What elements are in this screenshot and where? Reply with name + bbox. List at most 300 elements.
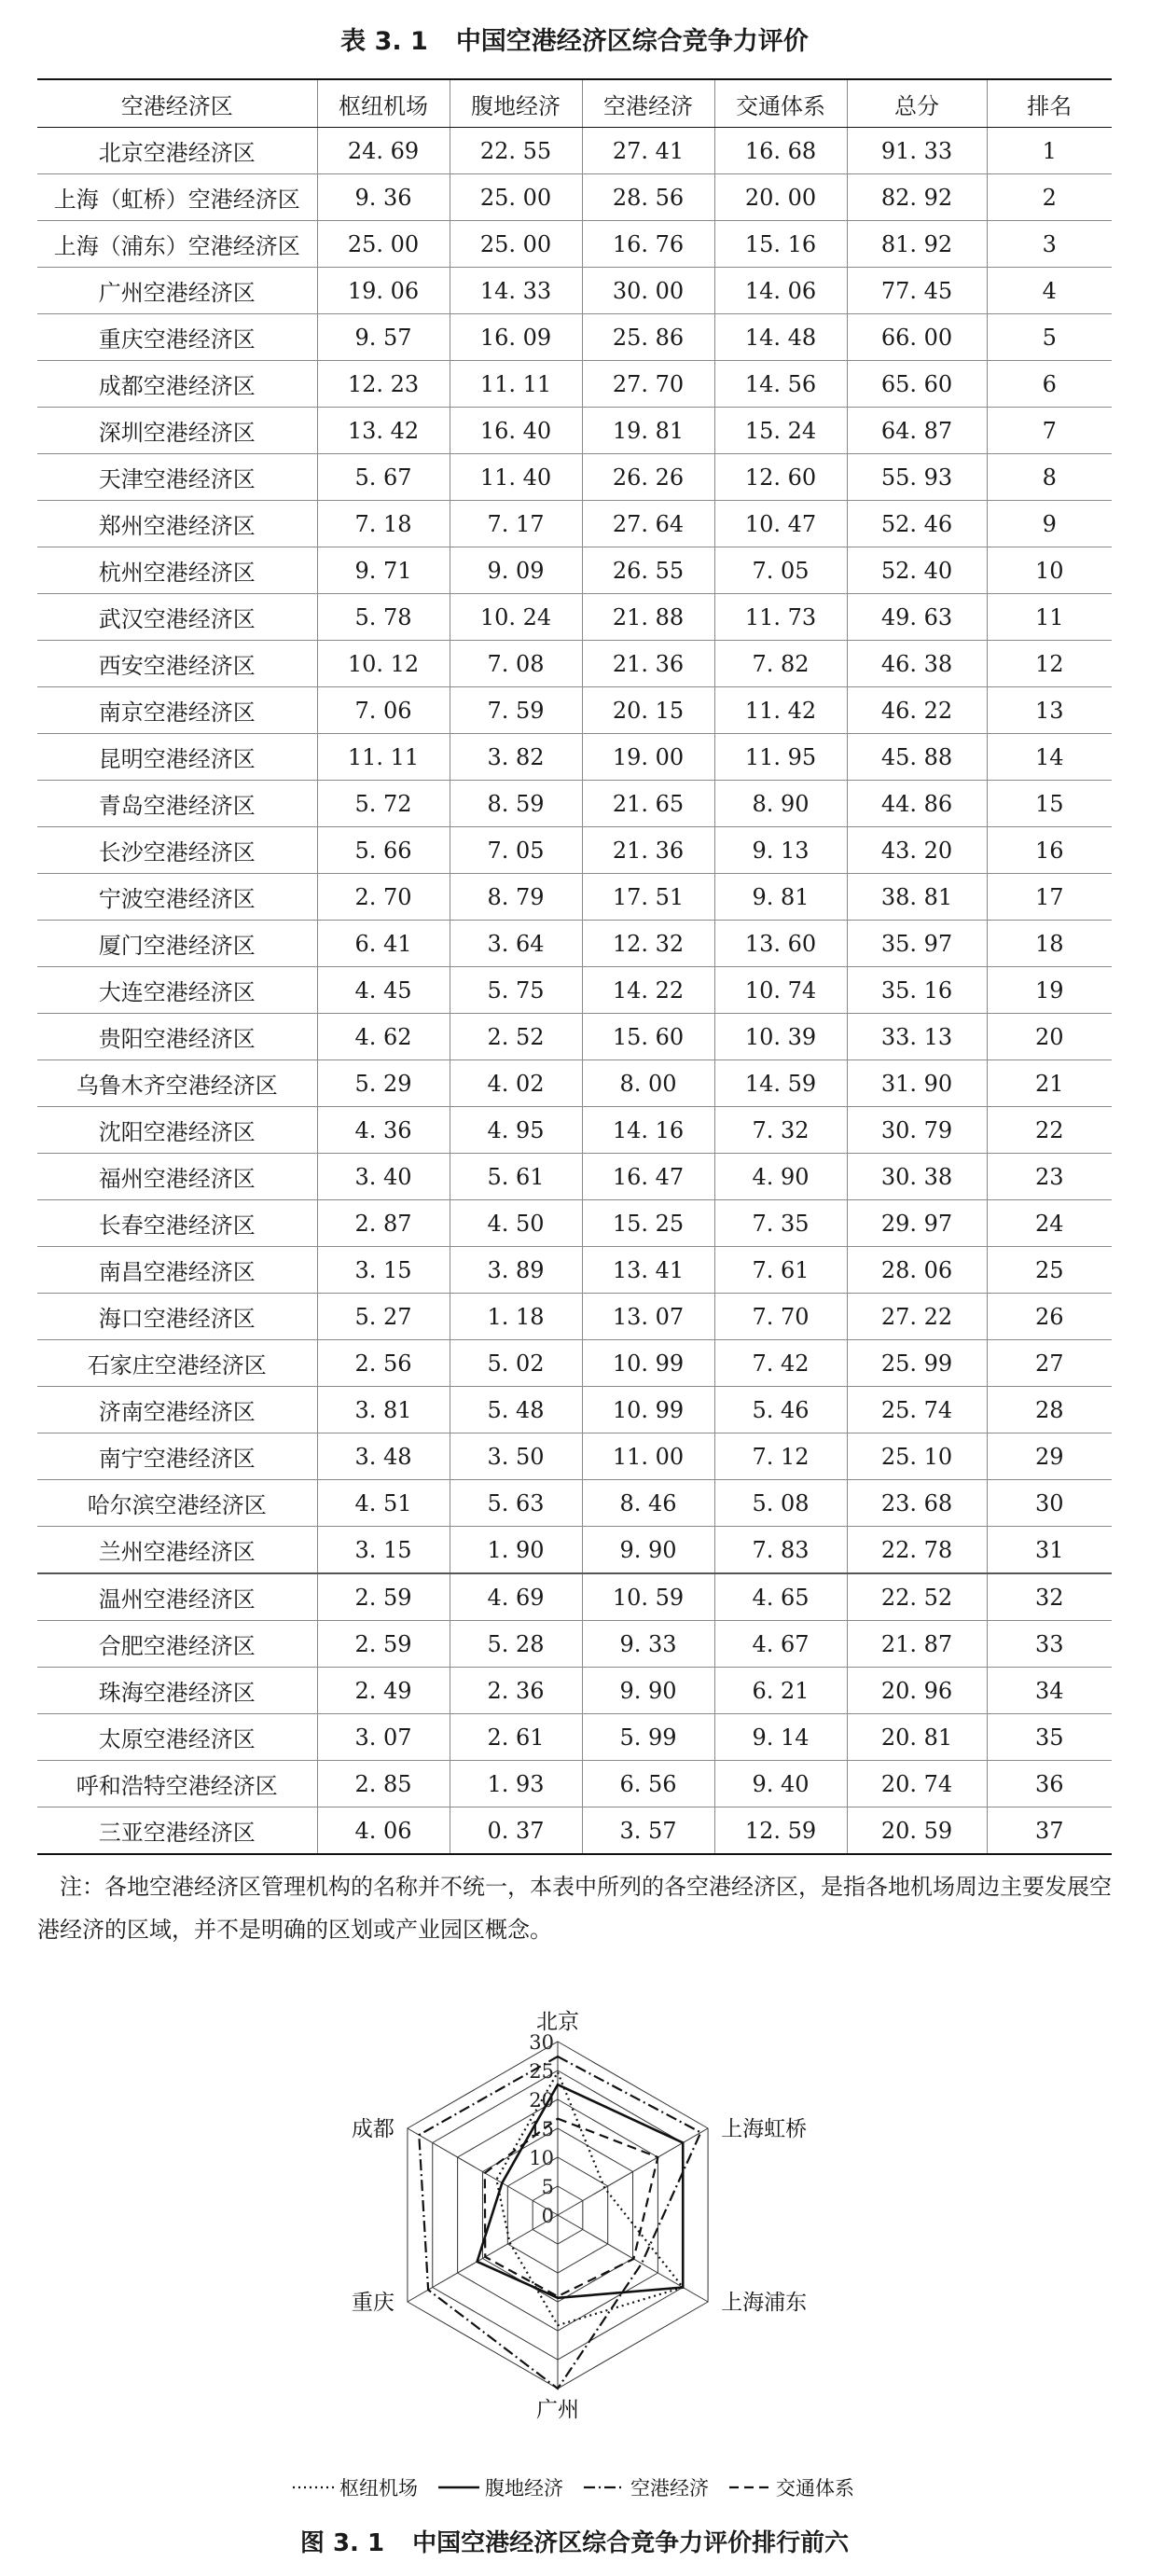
cell-rank: 37	[987, 1807, 1112, 1855]
axis-label: 上海浦东	[721, 2291, 808, 2315]
table-row	[37, 501, 1112, 547]
cell-hub-airport: 4. 45	[317, 967, 450, 1014]
cell-rank: 9	[987, 501, 1112, 547]
table-row	[37, 1714, 1112, 1761]
cell-zone: 兰州空港经济区	[37, 1527, 317, 1574]
legend-label: 空港经济	[630, 2477, 709, 2500]
cell-hinterland-economy: 22. 55	[450, 128, 582, 174]
cell-airport-economy: 14. 16	[582, 1107, 714, 1154]
cell-hinterland-economy: 9. 09	[450, 547, 582, 594]
cell-hinterland-economy: 5. 02	[450, 1340, 582, 1387]
cell-total-score: 29. 97	[847, 1200, 987, 1247]
cell-rank: 13	[987, 687, 1112, 734]
header-airport-economy: 空港经济	[582, 79, 714, 128]
cell-total-score: 64. 87	[847, 408, 987, 454]
cell-airport-economy: 10. 99	[582, 1387, 714, 1433]
cell-airport-economy: 16. 47	[582, 1154, 714, 1200]
header-hinterland-economy: 腹地经济	[450, 79, 582, 128]
cell-zone: 武汉空港经济区	[37, 594, 317, 641]
cell-airport-economy: 14. 22	[582, 967, 714, 1014]
cell-hub-airport: 7. 06	[317, 687, 450, 734]
cell-hinterland-economy: 25. 00	[450, 221, 582, 268]
cell-rank: 1	[987, 128, 1112, 174]
table-row	[37, 128, 1112, 174]
cell-hub-airport: 5. 27	[317, 1294, 450, 1340]
cell-rank: 5	[987, 314, 1112, 361]
table-row	[37, 221, 1112, 268]
cell-transport-system: 7. 12	[714, 1433, 847, 1480]
cell-total-score: 20. 59	[847, 1807, 987, 1855]
cell-zone: 南京空港经济区	[37, 687, 317, 734]
cell-total-score: 30. 38	[847, 1154, 987, 1200]
cell-airport-economy: 27. 41	[582, 128, 714, 174]
table-row	[37, 314, 1112, 361]
cell-hub-airport: 24. 69	[317, 128, 450, 174]
cell-hinterland-economy: 1. 18	[450, 1294, 582, 1340]
cell-rank: 10	[987, 547, 1112, 594]
cell-airport-economy: 11. 00	[582, 1433, 714, 1480]
cell-transport-system: 12. 59	[714, 1807, 847, 1855]
cell-hub-airport: 2. 56	[317, 1340, 450, 1387]
cell-rank: 8	[987, 454, 1112, 501]
cell-airport-economy: 5. 99	[582, 1714, 714, 1761]
cell-rank: 6	[987, 361, 1112, 408]
cell-transport-system: 10. 39	[714, 1014, 847, 1060]
cell-hub-airport: 5. 78	[317, 594, 450, 641]
cell-airport-economy: 26. 26	[582, 454, 714, 501]
cell-rank: 17	[987, 874, 1112, 921]
cell-rank: 2	[987, 174, 1112, 221]
cell-hinterland-economy: 7. 05	[450, 827, 582, 874]
cell-hinterland-economy: 3. 50	[450, 1433, 582, 1480]
cell-transport-system: 7. 05	[714, 547, 847, 594]
cell-rank: 16	[987, 827, 1112, 874]
header-hub-airport: 枢纽机场	[317, 79, 450, 128]
cell-total-score: 25. 10	[847, 1433, 987, 1480]
figure-caption-title: 中国空港经济区综合竞争力评价排行前六	[412, 2529, 850, 2557]
cell-hinterland-economy: 16. 09	[450, 314, 582, 361]
table-row	[37, 1573, 1112, 1621]
cell-total-score: 27. 22	[847, 1294, 987, 1340]
axis-label: 广州	[536, 2398, 579, 2422]
table-row	[37, 967, 1112, 1014]
cell-zone: 贵阳空港经济区	[37, 1014, 317, 1060]
cell-airport-economy: 6. 56	[582, 1761, 714, 1807]
cell-hub-airport: 6. 41	[317, 921, 450, 967]
legend-label: 枢纽机场	[339, 2477, 418, 2500]
cell-transport-system: 14. 48	[714, 314, 847, 361]
table-row	[37, 408, 1112, 454]
cell-airport-economy: 27. 64	[582, 501, 714, 547]
cell-rank: 18	[987, 921, 1112, 967]
cell-zone: 广州空港经济区	[37, 268, 317, 314]
cell-transport-system: 6. 21	[714, 1668, 847, 1714]
cell-transport-system: 9. 40	[714, 1761, 847, 1807]
cell-airport-economy: 9. 33	[582, 1621, 714, 1668]
cell-total-score: 22. 52	[847, 1573, 987, 1621]
cell-transport-system: 8. 90	[714, 781, 847, 827]
cell-total-score: 21. 87	[847, 1621, 987, 1668]
cell-total-score: 52. 46	[847, 501, 987, 547]
cell-hub-airport: 3. 07	[317, 1714, 450, 1761]
cell-hinterland-economy: 5. 63	[450, 1480, 582, 1527]
cell-hub-airport: 2. 59	[317, 1621, 450, 1668]
cell-airport-economy: 25. 86	[582, 314, 714, 361]
cell-hinterland-economy: 8. 79	[450, 874, 582, 921]
cell-hinterland-economy: 1. 90	[450, 1527, 582, 1574]
table-row	[37, 1294, 1112, 1340]
cell-hub-airport: 25. 00	[317, 221, 450, 268]
table-row	[37, 641, 1112, 687]
cell-total-score: 65. 60	[847, 361, 987, 408]
cell-hinterland-economy: 4. 50	[450, 1200, 582, 1247]
cell-zone: 海口空港经济区	[37, 1294, 317, 1340]
cell-total-score: 43. 20	[847, 827, 987, 874]
cell-zone: 天津空港经济区	[37, 454, 317, 501]
cell-rank: 12	[987, 641, 1112, 687]
cell-rank: 34	[987, 1668, 1112, 1714]
table-row	[37, 687, 1112, 734]
cell-zone: 南宁空港经济区	[37, 1433, 317, 1480]
cell-airport-economy: 8. 00	[582, 1060, 714, 1107]
cell-airport-economy: 3. 57	[582, 1807, 714, 1855]
cell-transport-system: 5. 08	[714, 1480, 847, 1527]
cell-airport-economy: 20. 15	[582, 687, 714, 734]
cell-airport-economy: 21. 36	[582, 827, 714, 874]
cell-transport-system: 10. 74	[714, 967, 847, 1014]
cell-zone: 太原空港经济区	[37, 1714, 317, 1761]
table-row	[37, 1154, 1112, 1200]
cell-hub-airport: 11. 11	[317, 734, 450, 781]
cell-zone: 郑州空港经济区	[37, 501, 317, 547]
cell-hinterland-economy: 3. 89	[450, 1247, 582, 1294]
cell-rank: 35	[987, 1714, 1112, 1761]
tick-label: 20	[529, 2089, 554, 2112]
cell-rank: 11	[987, 594, 1112, 641]
cell-total-score: 22. 78	[847, 1527, 987, 1574]
cell-total-score: 52. 40	[847, 547, 987, 594]
cell-total-score: 82. 92	[847, 174, 987, 221]
cell-rank: 24	[987, 1200, 1112, 1247]
cell-transport-system: 7. 61	[714, 1247, 847, 1294]
cell-transport-system: 7. 35	[714, 1200, 847, 1247]
table-row	[37, 1807, 1112, 1855]
cell-transport-system: 4. 65	[714, 1573, 847, 1621]
cell-hinterland-economy: 3. 64	[450, 921, 582, 967]
cell-hub-airport: 13. 42	[317, 408, 450, 454]
cell-airport-economy: 28. 56	[582, 174, 714, 221]
axis-label: 重庆	[351, 2291, 395, 2315]
table-row	[37, 1668, 1112, 1714]
cell-hinterland-economy: 11. 11	[450, 361, 582, 408]
cell-total-score: 38. 81	[847, 874, 987, 921]
header-transport-system: 交通体系	[714, 79, 847, 128]
cell-transport-system: 15. 16	[714, 221, 847, 268]
cell-total-score: 30. 79	[847, 1107, 987, 1154]
cell-total-score: 77. 45	[847, 268, 987, 314]
legend-label: 交通体系	[776, 2477, 854, 2500]
table-header-row	[37, 79, 1112, 128]
cell-hinterland-economy: 7. 59	[450, 687, 582, 734]
series-line	[496, 2072, 683, 2325]
cell-transport-system: 7. 70	[714, 1294, 847, 1340]
cell-airport-economy: 15. 60	[582, 1014, 714, 1060]
cell-rank: 23	[987, 1154, 1112, 1200]
cell-zone: 长沙空港经济区	[37, 827, 317, 874]
cell-transport-system: 9. 13	[714, 827, 847, 874]
cell-zone: 长春空港经济区	[37, 1200, 317, 1247]
cell-rank: 26	[987, 1294, 1112, 1340]
cell-rank: 29	[987, 1433, 1112, 1480]
cell-transport-system: 4. 90	[714, 1154, 847, 1200]
cell-transport-system: 15. 24	[714, 408, 847, 454]
cell-transport-system: 9. 14	[714, 1714, 847, 1761]
cell-airport-economy: 9. 90	[582, 1668, 714, 1714]
cell-zone: 青岛空港经济区	[37, 781, 317, 827]
table-row	[37, 1340, 1112, 1387]
table-caption-number: 表 3. 1	[340, 27, 428, 56]
cell-airport-economy: 13. 41	[582, 1247, 714, 1294]
table-row	[37, 1014, 1112, 1060]
cell-airport-economy: 26. 55	[582, 547, 714, 594]
cell-hub-airport: 4. 36	[317, 1107, 450, 1154]
cell-hinterland-economy: 5. 75	[450, 967, 582, 1014]
axis-label: 北京	[536, 2010, 579, 2034]
cell-total-score: 46. 22	[847, 687, 987, 734]
table-row	[37, 734, 1112, 781]
cell-airport-economy: 30. 00	[582, 268, 714, 314]
cell-zone: 上海（浦东）空港经济区	[37, 221, 317, 268]
cell-hinterland-economy: 11. 40	[450, 454, 582, 501]
cell-airport-economy: 19. 00	[582, 734, 714, 781]
cell-rank: 19	[987, 967, 1112, 1014]
cell-zone: 深圳空港经济区	[37, 408, 317, 454]
cell-hub-airport: 12. 23	[317, 361, 450, 408]
cell-hinterland-economy: 7. 08	[450, 641, 582, 687]
cell-hub-airport: 2. 85	[317, 1761, 450, 1807]
cell-hinterland-economy: 4. 02	[450, 1060, 582, 1107]
cell-hinterland-economy: 14. 33	[450, 268, 582, 314]
header-zone: 空港经济区	[37, 79, 317, 128]
cell-zone: 昆明空港经济区	[37, 734, 317, 781]
cell-airport-economy: 27. 70	[582, 361, 714, 408]
cell-airport-economy: 21. 36	[582, 641, 714, 687]
tick-label: 10	[529, 2147, 554, 2169]
table-row	[37, 361, 1112, 408]
cell-hub-airport: 9. 57	[317, 314, 450, 361]
tick-label: 0	[541, 2205, 554, 2227]
cell-total-score: 20. 96	[847, 1668, 987, 1714]
cell-hub-airport: 3. 48	[317, 1433, 450, 1480]
cell-total-score: 31. 90	[847, 1060, 987, 1107]
cell-hub-airport: 7. 18	[317, 501, 450, 547]
table-row	[37, 874, 1112, 921]
cell-total-score: 28. 06	[847, 1247, 987, 1294]
cell-rank: 31	[987, 1527, 1112, 1574]
cell-zone: 三亚空港经济区	[37, 1807, 317, 1855]
cell-hub-airport: 3. 15	[317, 1527, 450, 1574]
cell-hub-airport: 5. 67	[317, 454, 450, 501]
table-note: 注：各地空港经济区管理机构的名称并不统一，本表中所列的各空港经济区，是指各地机场周边主要发展空港经济的区域，并不是明确的区划或产业园区概念。	[37, 1874, 1112, 1943]
cell-transport-system: 5. 46	[714, 1387, 847, 1433]
cell-total-score: 46. 38	[847, 641, 987, 687]
tick-label: 5	[541, 2176, 554, 2198]
cell-rank: 4	[987, 268, 1112, 314]
cell-hinterland-economy: 7. 17	[450, 501, 582, 547]
cell-hub-airport: 4. 06	[317, 1807, 450, 1855]
cell-hub-airport: 9. 36	[317, 174, 450, 221]
cell-hinterland-economy: 2. 52	[450, 1014, 582, 1060]
cell-total-score: 20. 74	[847, 1761, 987, 1807]
cell-transport-system: 12. 60	[714, 454, 847, 501]
cell-zone: 上海（虹桥）空港经济区	[37, 174, 317, 221]
cell-zone: 厦门空港经济区	[37, 921, 317, 967]
cell-rank: 3	[987, 221, 1112, 268]
cell-transport-system: 14. 06	[714, 268, 847, 314]
cell-hub-airport: 19. 06	[317, 268, 450, 314]
cell-zone: 珠海空港经济区	[37, 1668, 317, 1714]
cell-total-score: 35. 16	[847, 967, 987, 1014]
cell-hub-airport: 5. 66	[317, 827, 450, 874]
cell-transport-system: 7. 42	[714, 1340, 847, 1387]
tick-label: 30	[529, 2031, 554, 2054]
table-row	[37, 1527, 1112, 1574]
cell-total-score: 35. 97	[847, 921, 987, 967]
cell-airport-economy: 13. 07	[582, 1294, 714, 1340]
cell-rank: 25	[987, 1247, 1112, 1294]
table-row	[37, 594, 1112, 641]
cell-hub-airport: 2. 87	[317, 1200, 450, 1247]
cell-hinterland-economy: 1. 93	[450, 1761, 582, 1807]
cell-rank: 22	[987, 1107, 1112, 1154]
cell-hinterland-economy: 3. 82	[450, 734, 582, 781]
cell-hinterland-economy: 25. 00	[450, 174, 582, 221]
cell-total-score: 44. 86	[847, 781, 987, 827]
cell-total-score: 91. 33	[847, 128, 987, 174]
cell-airport-economy: 21. 88	[582, 594, 714, 641]
cell-hub-airport: 4. 62	[317, 1014, 450, 1060]
cell-hinterland-economy: 5. 61	[450, 1154, 582, 1200]
cell-transport-system: 13. 60	[714, 921, 847, 967]
cell-airport-economy: 15. 25	[582, 1200, 714, 1247]
table-row	[37, 921, 1112, 967]
cell-total-score: 45. 88	[847, 734, 987, 781]
cell-rank: 30	[987, 1480, 1112, 1527]
cell-hub-airport: 9. 71	[317, 547, 450, 594]
radar-chart	[308, 2010, 854, 2518]
cell-zone: 宁波空港经济区	[37, 874, 317, 921]
axis-label: 上海虹桥	[721, 2117, 808, 2141]
table-caption-title: 中国空港经济区综合竞争力评价	[455, 27, 809, 56]
cell-airport-economy: 19. 81	[582, 408, 714, 454]
cell-transport-system: 7. 32	[714, 1107, 847, 1154]
cell-transport-system: 11. 73	[714, 594, 847, 641]
figure-caption	[0, 2524, 1149, 2558]
cell-zone: 乌鲁木齐空港经济区	[37, 1060, 317, 1107]
header-total-score: 总分	[847, 79, 987, 128]
cell-transport-system: 11. 95	[714, 734, 847, 781]
cell-zone: 大连空港经济区	[37, 967, 317, 1014]
cell-total-score: 20. 81	[847, 1714, 987, 1761]
cell-total-score: 25. 74	[847, 1387, 987, 1433]
cell-transport-system: 16. 68	[714, 128, 847, 174]
cell-transport-system: 10. 47	[714, 501, 847, 547]
tick-label: 15	[529, 2118, 554, 2140]
cell-zone: 温州空港经济区	[37, 1573, 317, 1621]
cell-rank: 32	[987, 1573, 1112, 1621]
table-row	[37, 547, 1112, 594]
cell-hinterland-economy: 2. 36	[450, 1668, 582, 1714]
cell-rank: 36	[987, 1761, 1112, 1807]
cell-transport-system: 7. 82	[714, 641, 847, 687]
cell-transport-system: 14. 56	[714, 361, 847, 408]
cell-hub-airport: 3. 40	[317, 1154, 450, 1200]
table-row	[37, 781, 1112, 827]
table-row	[37, 827, 1112, 874]
competitiveness-table	[37, 78, 1112, 1855]
cell-rank: 21	[987, 1060, 1112, 1107]
cell-total-score: 23. 68	[847, 1480, 987, 1527]
table-row	[37, 1060, 1112, 1107]
cell-rank: 7	[987, 408, 1112, 454]
table-row	[37, 1107, 1112, 1154]
cell-hub-airport: 2. 70	[317, 874, 450, 921]
cell-zone: 南昌空港经济区	[37, 1247, 317, 1294]
table-row	[37, 1433, 1112, 1480]
cell-zone: 哈尔滨空港经济区	[37, 1480, 317, 1527]
cell-airport-economy: 10. 59	[582, 1573, 714, 1621]
cell-hub-airport: 2. 59	[317, 1573, 450, 1621]
cell-zone: 成都空港经济区	[37, 361, 317, 408]
cell-total-score: 55. 93	[847, 454, 987, 501]
cell-transport-system: 20. 00	[714, 174, 847, 221]
series-line	[419, 2057, 700, 2389]
cell-transport-system: 9. 81	[714, 874, 847, 921]
cell-hub-airport: 5. 72	[317, 781, 450, 827]
figure-caption-number: 图 3. 1	[299, 2529, 385, 2557]
cell-hinterland-economy: 2. 61	[450, 1714, 582, 1761]
cell-airport-economy: 9. 90	[582, 1527, 714, 1574]
table-row	[37, 454, 1112, 501]
cell-total-score: 81. 92	[847, 221, 987, 268]
cell-transport-system: 11. 42	[714, 687, 847, 734]
header-rank: 排名	[987, 79, 1112, 128]
cell-transport-system: 7. 83	[714, 1527, 847, 1574]
cell-hub-airport: 10. 12	[317, 641, 450, 687]
cell-hinterland-economy: 5. 48	[450, 1387, 582, 1433]
cell-hinterland-economy: 0. 37	[450, 1807, 582, 1855]
cell-airport-economy: 10. 99	[582, 1340, 714, 1387]
cell-hinterland-economy: 8. 59	[450, 781, 582, 827]
cell-zone: 呼和浩特空港经济区	[37, 1761, 317, 1807]
cell-zone: 西安空港经济区	[37, 641, 317, 687]
cell-zone: 合肥空港经济区	[37, 1621, 317, 1668]
table-row	[37, 1200, 1112, 1247]
cell-hub-airport: 3. 81	[317, 1387, 450, 1433]
cell-airport-economy: 17. 51	[582, 874, 714, 921]
cell-rank: 20	[987, 1014, 1112, 1060]
table-row	[37, 1761, 1112, 1807]
cell-hub-airport: 5. 29	[317, 1060, 450, 1107]
cell-rank: 28	[987, 1387, 1112, 1433]
table-row	[37, 268, 1112, 314]
legend-label: 腹地经济	[485, 2477, 563, 2500]
table-caption	[0, 21, 1149, 57]
cell-total-score: 25. 99	[847, 1340, 987, 1387]
cell-zone: 沈阳空港经济区	[37, 1107, 317, 1154]
cell-hub-airport: 3. 15	[317, 1247, 450, 1294]
cell-hinterland-economy: 4. 69	[450, 1573, 582, 1621]
